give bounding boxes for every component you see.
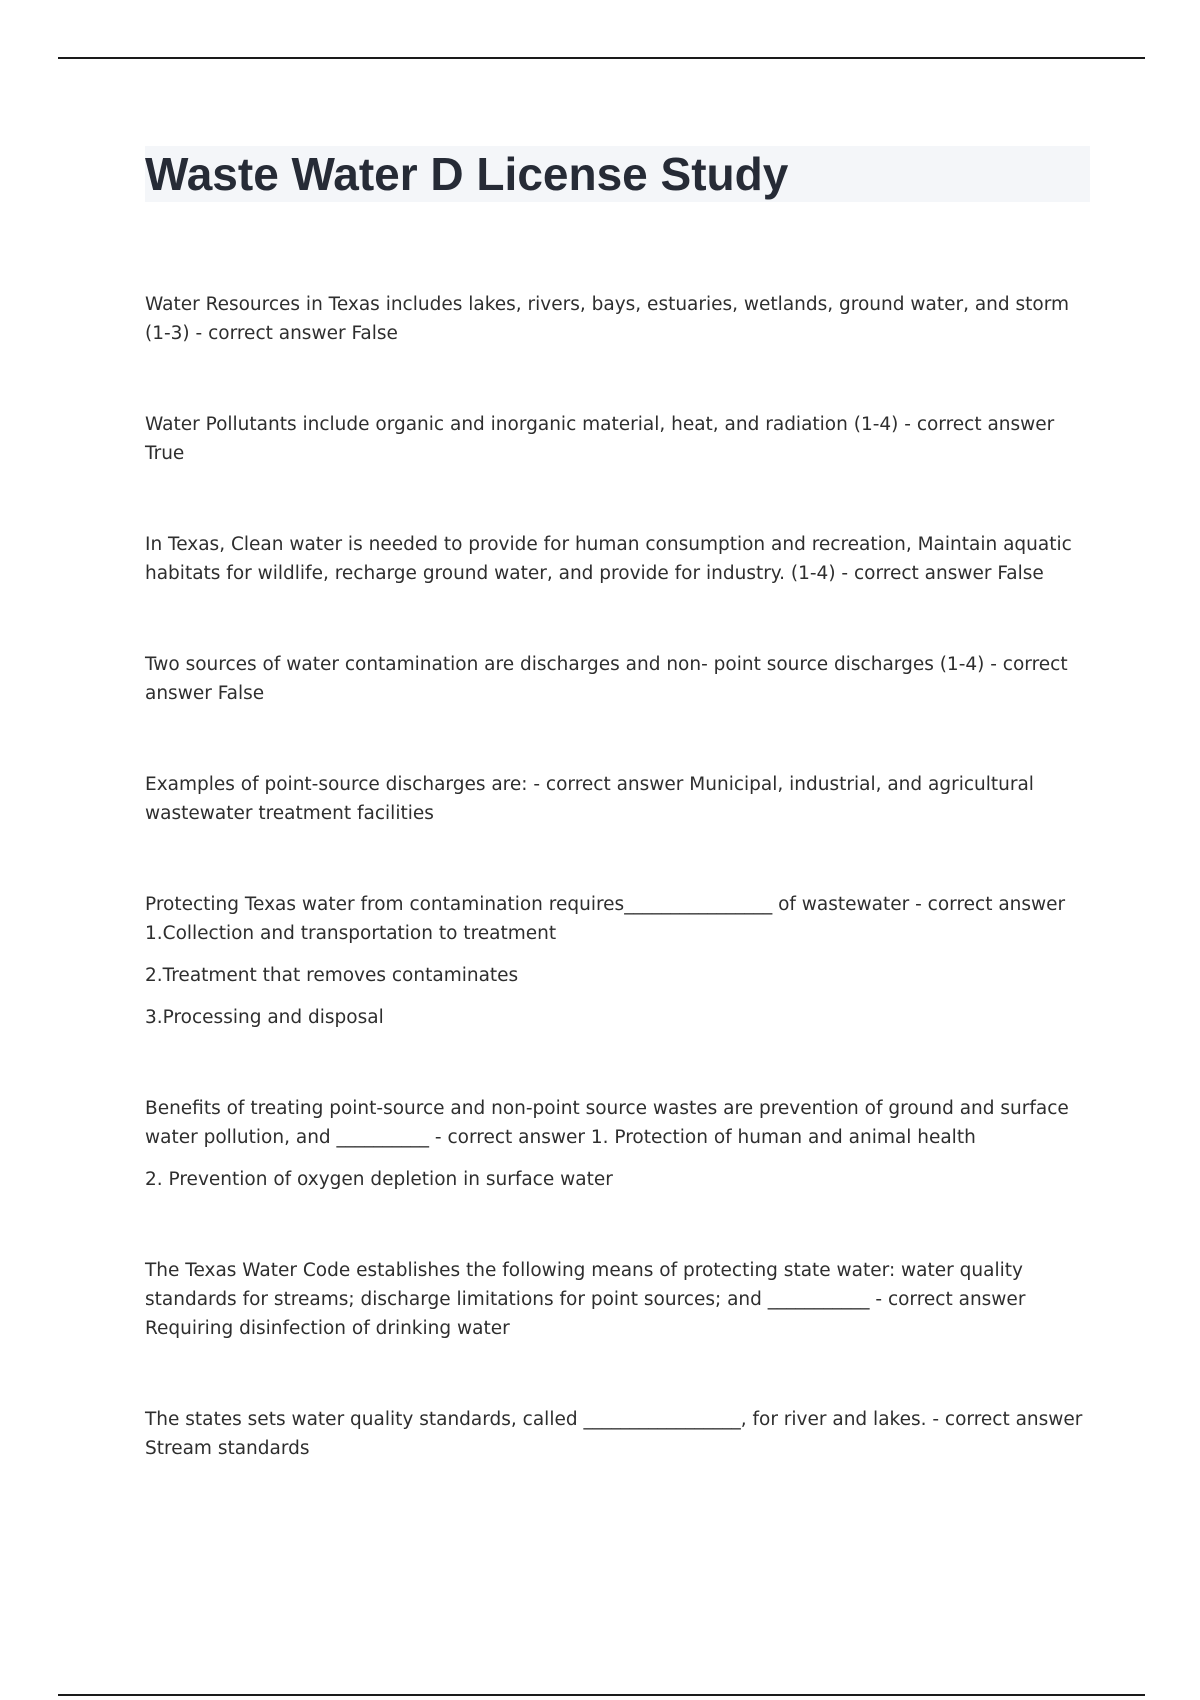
qa-item xyxy=(145,290,1090,348)
qa-extra-line: 2.Treatment that removes contaminates xyxy=(145,965,519,986)
qa-item xyxy=(145,650,1090,708)
qa-text: Two sources of water contamination are discharges and non- point source discharges (1-4) - correct answer False xyxy=(145,654,1068,704)
document-body xyxy=(145,146,1090,1525)
qa-item xyxy=(145,770,1090,828)
qa-item xyxy=(145,410,1090,468)
qa-item xyxy=(145,1094,1090,1194)
qa-extra-line: 3.Processing and disposal xyxy=(145,1007,384,1028)
qa-list xyxy=(145,290,1090,1463)
qa-extra-line: 2. Prevention of oxygen depletion in surface water xyxy=(145,1169,613,1190)
page-title: Waste Water D License Study xyxy=(145,148,789,200)
qa-text: In Texas, Clean water is needed to provide for human consumption and recreation, Maintain aquatic habitats for wildlife, recharge ground water, and provide for industry. (1-4) - correct answer False xyxy=(145,534,1072,584)
qa-text: Examples of point-source discharges are: - correct answer Municipal, industrial, and agricultural wastewater treatment facilities xyxy=(145,774,1034,824)
qa-text: The Texas Water Code establishes the following means of protecting state water: water quality standards for streams; discharge limitations for point sources; and ___________ - correct answer Requiring disinfection of drinking water xyxy=(145,1260,1026,1339)
bottom-divider xyxy=(58,1694,1145,1696)
qa-item xyxy=(145,1256,1090,1343)
qa-text: Protecting Texas water from contamination requires________________ of wastewater - correct answer 1.Collection and transportation to treatment xyxy=(145,894,1066,944)
qa-item xyxy=(145,530,1090,588)
qa-item xyxy=(145,1405,1090,1463)
qa-text: Benefits of treating point-source and non-point source wastes are prevention of ground and surface water pollution, and __________ - correct answer 1. Protection of human and animal health xyxy=(145,1098,1069,1148)
qa-text: Water Pollutants include organic and inorganic material, heat, and radiation (1-4) - correct answer True xyxy=(145,414,1055,464)
qa-item xyxy=(145,890,1090,1032)
title-band xyxy=(145,146,1090,202)
top-divider xyxy=(58,57,1145,59)
qa-text: Water Resources in Texas includes lakes, rivers, bays, estuaries, wetlands, ground water, and storm (1-3) - correct answer False xyxy=(145,294,1070,344)
qa-text: The states sets water quality standards, called _________________, for river and lakes. - correct answer Stream standards xyxy=(145,1409,1083,1459)
